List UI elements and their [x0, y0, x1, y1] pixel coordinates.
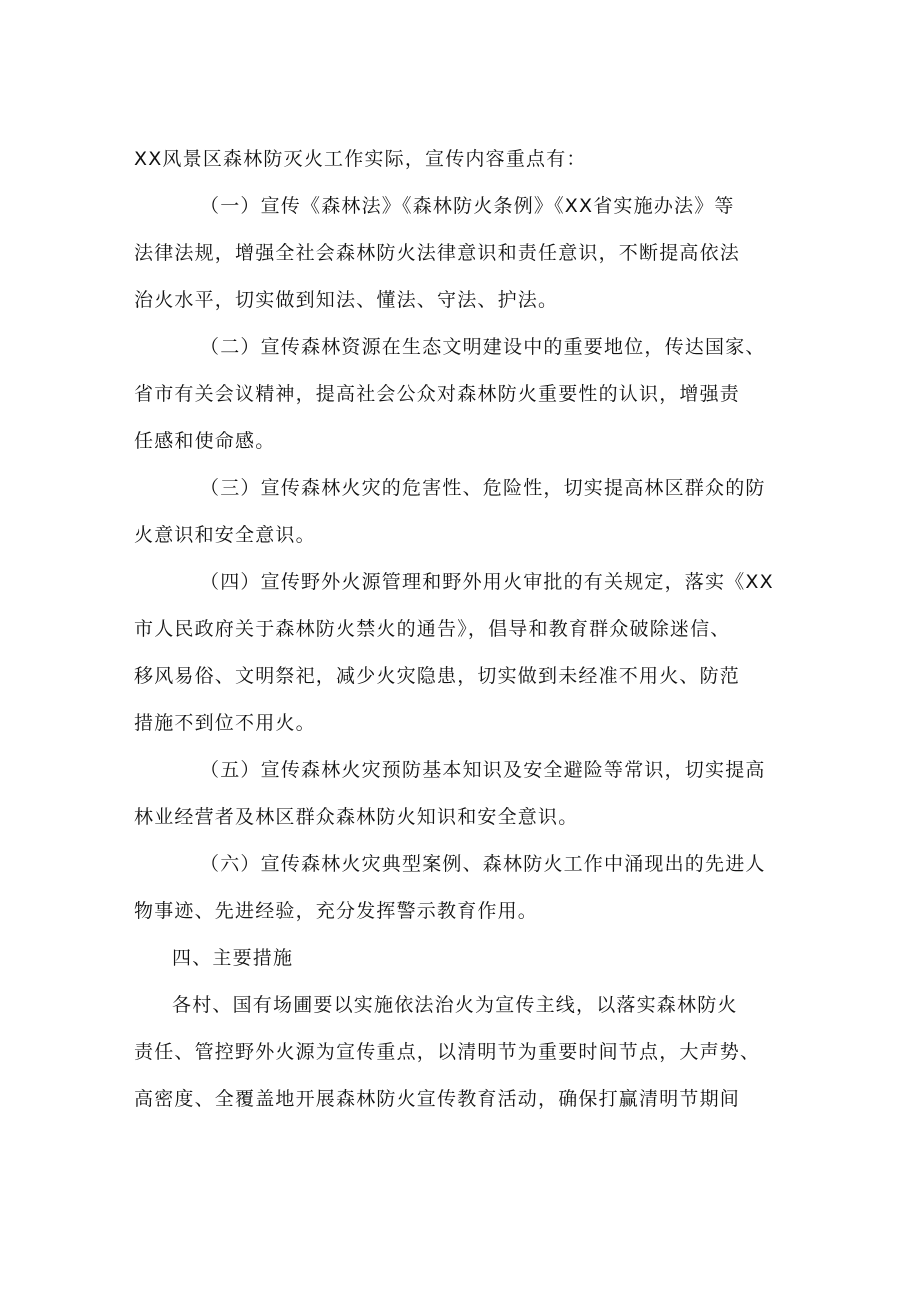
text-line: 林业经营者及林区群众森林防火知识和安全意识。: [134, 806, 579, 828]
section-heading: 四、主要措施: [172, 947, 294, 969]
text-line: 高密度、全覆盖地开展森林防火宣传教育活动，确保打赢清明节期间: [134, 1088, 741, 1110]
text-line: （六）宣传森林火灾典型案例、森林防火工作中涌现出的先进人: [200, 853, 766, 875]
text-line: 法律法规，增强全社会森林防火法律意识和责任意识，不断提高依法: [134, 242, 741, 264]
text-line: 物事迹、先进经验，充分发挥警示教育作用。: [134, 900, 539, 922]
text-line: 责任、管控野外火源为宣传重点，以清明节为重要时间节点，大声势、: [134, 1041, 761, 1063]
text-line: 移风易俗、文明祭祀，减少火灾隐患，切实做到未经准不用火、防范: [134, 665, 741, 687]
document-body: [134, 136, 794, 1123]
text-line: XX风景区森林防灭火工作实际，宣传内容重点有：: [134, 148, 587, 170]
text-line: 火意识和安全意识。: [134, 524, 316, 546]
text-line: （五）宣传森林火灾预防基本知识及安全避险等常识，切实提高: [200, 759, 766, 781]
text-line: （四）宣传野外火源管理和野外用火审批的有关规定，落实《XX: [200, 571, 774, 593]
text-line: （二）宣传森林资源在生态文明建设中的重要地位，传达国家、: [200, 336, 766, 358]
text-line: （三）宣传森林火灾的危害性、危险性，切实提高林区群众的防: [200, 477, 766, 499]
text-line: 治火水平，切实做到知法、懂法、守法、护法。: [134, 289, 559, 311]
text-line: 市人民政府关于森林防火禁火的通告》，倡导和教育群众破除迷信、: [134, 618, 731, 640]
text-line: 省市有关会议精神，提高社会公众对森林防火重要性的认识，增强责: [134, 383, 741, 405]
text-line: 措施不到位不用火。: [134, 712, 316, 734]
text-line: （一）宣传《森林法》《森林防火条例》《XX省实施办法》等: [200, 195, 735, 217]
text-line: 各村、国有场圃要以实施依法治火为宣传主线，以落实森林防火: [172, 994, 738, 1016]
text-line: 任感和使命感。: [134, 430, 276, 452]
